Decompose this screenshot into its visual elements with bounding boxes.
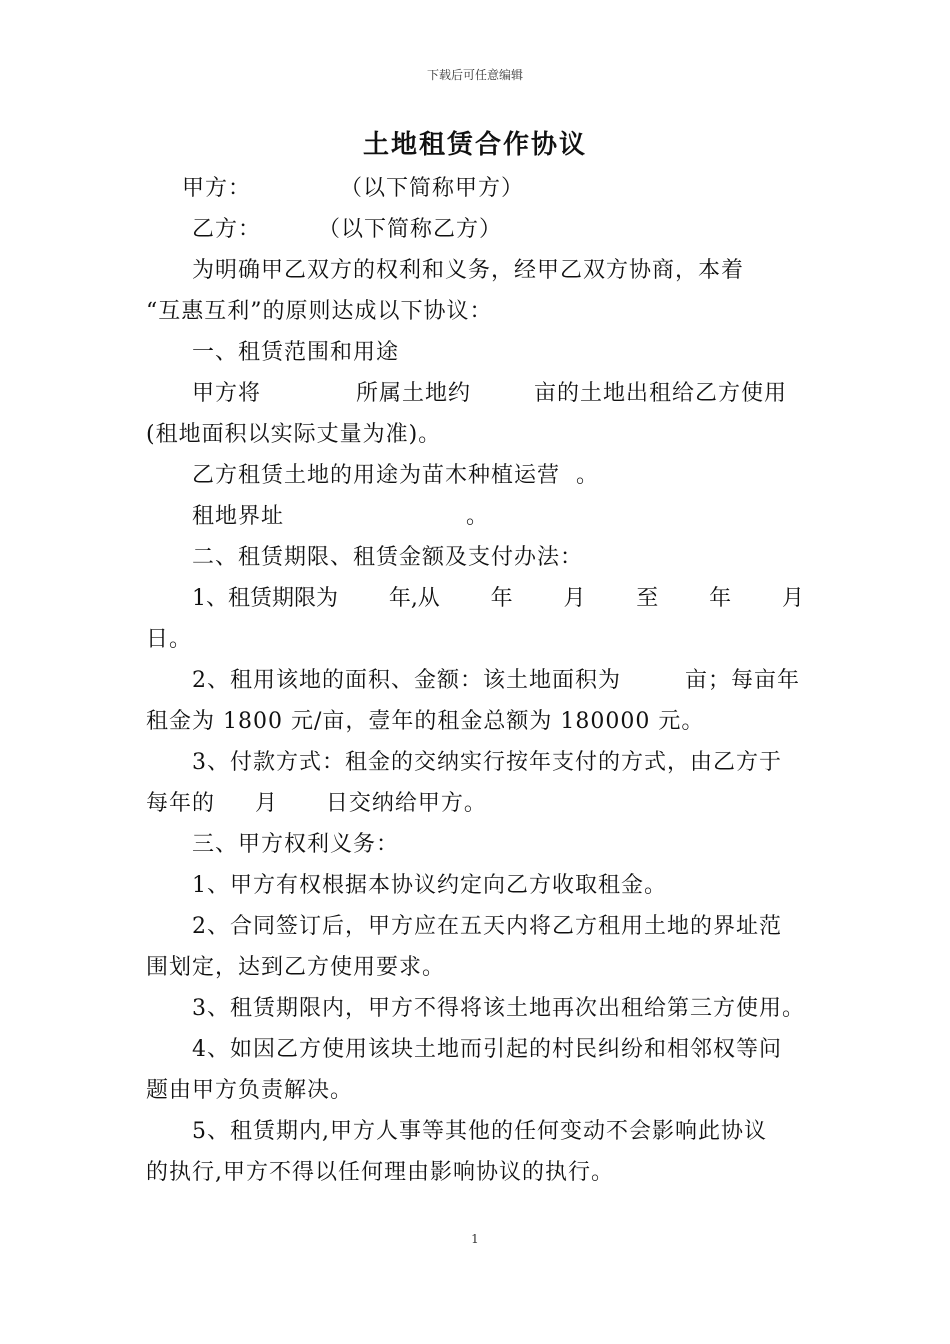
clause-3-5-line-1: 5、租赁期内,甲方人事等其他的任何变动不会影响此协议 [192, 1119, 767, 1144]
payment-line-2: 每年的 月 日交纳给甲方。 [146, 791, 487, 816]
area-line-1: 2、租用该地的面积、金额：该土地面积为 亩；每亩年 [192, 668, 800, 693]
term-part: 1、租赁期限为 [192, 586, 338, 611]
term-part: 年 [709, 586, 732, 611]
clause-3-2-line-2: 围划定，达到乙方使用要求。 [146, 955, 446, 980]
clause-3-5-line-2: 的执行,甲方不得以任何理由影响协议的执行。 [146, 1160, 614, 1185]
section-1-heading: 一、租赁范围和用途 [192, 340, 400, 365]
clause-3-1: 1、甲方有权根据本协议约定向乙方收取租金。 [192, 873, 667, 898]
intro-line-1: 为明确甲乙双方的权利和义务，经甲乙双方协商，本着 [192, 258, 745, 283]
term-part: 月 [781, 586, 804, 611]
term-part: 至 [636, 586, 659, 611]
intro-line-2: “互惠互利”的原则达成以下协议： [146, 299, 493, 324]
area-line-2: 租金为 1800 元/亩，壹年的租金总额为 180000 元。 [146, 709, 705, 734]
party-b-label: 乙方： [192, 217, 262, 242]
page-number: 1 [471, 1232, 479, 1246]
scope-text-b: 所属土地约 [356, 381, 472, 406]
term-part: 年,从 [388, 586, 440, 611]
term-part: 年 [490, 586, 513, 611]
purpose-text: 乙方租赁土地的用途为苗木种植运营 。 [192, 463, 599, 488]
clause-3-3: 3、租赁期限内，甲方不得将该土地再次出租给第三方使用。 [192, 996, 805, 1021]
boundary-end: 。 [466, 504, 490, 529]
section-2-heading: 二、租赁期限、租赁金额及支付办法： [192, 545, 584, 570]
header-note: 下载后可任意编辑 [426, 68, 523, 82]
clause-3-4-line-1: 4、如因乙方使用该块土地而引起的村民纠纷和相邻权等问 [192, 1037, 782, 1062]
document-title: 土地租赁合作协议 [362, 130, 587, 160]
clause-3-2-line-1: 2、合同签订后，甲方应在五天内将乙方租用土地的界址范 [192, 914, 782, 939]
party-a-label: 甲方： [182, 176, 252, 201]
scope-text-a: 甲方将 [192, 381, 262, 406]
section-3-heading: 三、甲方权利义务： [192, 832, 400, 857]
boundary-label: 租地界址 [192, 504, 285, 529]
party-a-note: （以下简称甲方） [340, 176, 525, 201]
term-line-2: 日。 [146, 627, 193, 652]
scope-text-c: 亩的土地出租给乙方使用 [534, 381, 788, 406]
term-line [192, 584, 804, 614]
scope-line-2: (租地面积以实际丈量为准)。 [146, 422, 442, 447]
party-b-note: （以下简称乙方） [318, 217, 503, 242]
payment-line-1: 3、付款方式：租金的交纳实行按年支付的方式，由乙方于 [192, 750, 782, 775]
term-part: 月 [563, 586, 586, 611]
clause-3-4-line-2: 题由甲方负责解决。 [146, 1078, 354, 1103]
